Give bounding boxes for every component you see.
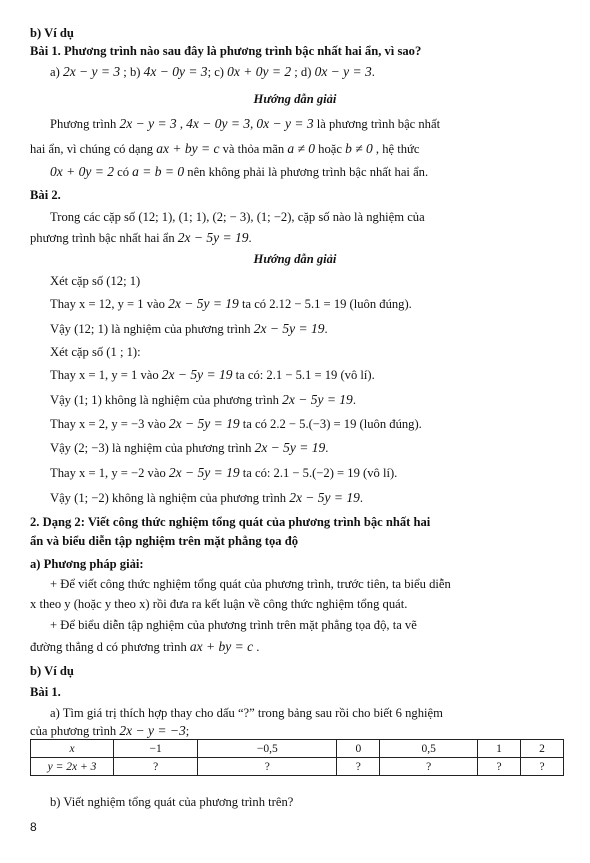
text: . <box>248 231 252 245</box>
table-cell: 2 <box>521 740 564 758</box>
text: ta có: 2.1 − 5.1 = 19 (vô lí). <box>232 368 375 382</box>
equation: 0x + 0y = 2 <box>50 164 114 179</box>
equation: 2x − 5y = 19 <box>289 490 360 505</box>
check-pair-2: Xét cặp số (1 ; 1): <box>50 345 141 359</box>
substitute-pair-4 <box>50 465 397 481</box>
table-cell: ? <box>521 758 564 776</box>
text: Phương trình <box>50 117 120 131</box>
method-line-3: + Để biểu diễn tập nghiệm của phương trình trên mặt phẳng tọa độ, ta vẽ <box>50 618 417 632</box>
exercise-2-label: Bài 2. <box>30 188 61 202</box>
equation: 2x − 5y = 19 <box>254 440 326 455</box>
punctuation: . <box>371 65 375 79</box>
text: hoặc <box>315 142 346 156</box>
solution-heading-2: Hướng dẫn giải <box>253 252 337 266</box>
text: ta có 2.12 − 5.1 = 19 (luôn đúng). <box>238 297 412 311</box>
equation: 2x − 5y = 19 <box>168 465 240 480</box>
exercise-1-options <box>50 64 375 80</box>
text: ta có 2.2 − 5.(−3) = 19 (luôn đúng). <box>239 417 422 431</box>
text: của phương trình <box>30 724 120 738</box>
table-row <box>31 740 564 758</box>
table-cell: 1 <box>478 740 521 758</box>
section-2-heading-line-1: 2. Dạng 2: Viết công thức nghiệm tổng quát của phương trình bậc nhất hai <box>30 515 431 529</box>
solution-1-line-2 <box>30 141 419 157</box>
text: ta có: 2.1 − 5.(−2) = 19 (vô lí). <box>239 466 398 480</box>
exercise-1-statement <box>30 44 421 59</box>
exercise-3-line-1: a) Tìm giá trị thích hợp thay cho dấu “?” trong bảng sau rồi cho biết 6 nghiệm <box>50 706 443 720</box>
conclusion-pair-1 <box>50 321 328 337</box>
conclusion-pair-3 <box>50 440 328 456</box>
table-cell: −1 <box>114 740 198 758</box>
table-row <box>31 758 564 776</box>
solution-1-line-1 <box>50 116 440 132</box>
text: , <box>176 117 187 131</box>
table-cell: 0 <box>337 740 380 758</box>
equation: ax + by = c <box>189 639 254 654</box>
table-cell: 0,5 <box>380 740 478 758</box>
option-c-equation: 0x + 0y = 2 <box>227 64 292 79</box>
values-table <box>30 739 564 776</box>
equation: 4x − 0y = 3 <box>186 116 251 131</box>
text: . <box>325 441 329 455</box>
equation: b ≠ 0 <box>345 141 373 156</box>
method-line-4 <box>30 639 259 655</box>
text: Vậy (1; −2) không là nghiệm của phương trình <box>50 491 290 505</box>
text: đường thẳng d có phương trình <box>30 640 190 654</box>
text: và thỏa mãn <box>219 142 288 156</box>
method-line-1: + Để viết công thức nghiệm tổng quát của phương trình, trước tiên, ta biểu diễn <box>50 577 451 591</box>
conclusion-pair-4 <box>50 490 363 506</box>
equation: ax + by = c <box>156 141 220 156</box>
option-b-label: ; b) <box>120 65 144 79</box>
equation: 2x − 5y = 19 <box>168 416 240 431</box>
text: , hệ thức <box>372 142 420 156</box>
option-b-equation: 4x − 0y = 3 <box>143 64 208 79</box>
check-pair-1: Xét cặp số (12; 1) <box>50 274 141 288</box>
equation: 2x − 5y = 19 <box>282 392 353 407</box>
equation: 2x − y = −3 <box>119 723 186 738</box>
conclusion-pair-2 <box>50 392 356 408</box>
exercise-2-line-2 <box>30 230 252 246</box>
substitute-pair-1 <box>50 296 412 312</box>
exercise-3-label: Bài 1. <box>30 685 61 699</box>
option-d-equation: 0x − y = 3 <box>314 64 372 79</box>
text: hai ẩn, vì chúng có dạng <box>30 142 157 156</box>
table-cell: ? <box>114 758 198 776</box>
text: . <box>352 393 356 407</box>
subheading-example-2: b) Ví dụ <box>30 664 74 678</box>
equation: a = b = 0 <box>132 164 185 179</box>
solution-heading-1: Hướng dẫn giải <box>253 92 337 106</box>
option-a-label: a) <box>50 65 63 79</box>
equation: 2x − 5y = 19 <box>253 321 325 336</box>
text: Vậy (1; 1) không là nghiệm của phương trình <box>50 393 283 407</box>
text: có <box>113 165 133 179</box>
text: phương trình bậc nhất hai ẩn <box>30 231 178 245</box>
text: . <box>253 640 260 654</box>
option-c-label: ; c) <box>207 65 228 79</box>
option-a-equation: 2x − y = 3 <box>62 64 121 79</box>
substitute-pair-2 <box>50 367 375 383</box>
option-d-label: ; d) <box>291 65 315 79</box>
exercise-3-part-b: b) Viết nghiệm tổng quát của phương trình trên? <box>50 795 294 809</box>
text: , <box>250 117 257 131</box>
text: ; <box>185 724 190 738</box>
text: là phương trình bậc nhất <box>313 117 441 131</box>
section-2-heading-line-2: ẩn và biểu diễn tập nghiệm trên mặt phẳng tọa độ <box>30 534 299 548</box>
equation: 2x − 5y = 19 <box>168 296 239 311</box>
text: Thay x = 1, y = −2 vào <box>50 466 169 480</box>
table-cell: ? <box>337 758 380 776</box>
page-number: 8 <box>30 820 37 834</box>
table-cell: ? <box>380 758 478 776</box>
text: Thay x = 2, y = −3 vào <box>50 417 169 431</box>
text: Thay x = 1, y = 1 vào <box>50 368 162 382</box>
text: nên không phải là phương trình bậc nhất hai ẩn. <box>184 165 429 179</box>
solution-1-line-3 <box>50 164 428 180</box>
text: . <box>359 491 364 505</box>
exercise-1-label: Bài 1. Phương trình nào sau đây là phương trình bậc nhất hai ẩn, vì sao? <box>30 44 422 58</box>
table-cell: ? <box>478 758 521 776</box>
exercise-2-line-1: Trong các cặp số (12; 1), (1; 1), (2; − 3), (1; −2), cặp số nào là nghiệm của <box>50 210 425 224</box>
text: Vậy (12; 1) là nghiệm của phương trình <box>50 322 254 336</box>
exercise-3-line-2 <box>30 723 189 739</box>
substitute-pair-3 <box>50 416 422 432</box>
equation: 0x − y = 3 <box>256 116 314 131</box>
table-cell: ? <box>198 758 337 776</box>
table-cell: y = 2x + 3 <box>31 758 114 776</box>
equation: 2x − y = 3 <box>119 116 177 131</box>
equation: 2x − 5y = 19 <box>177 230 249 245</box>
text: Vậy (2; −3) là nghiệm của phương trình <box>50 441 255 455</box>
equation: a ≠ 0 <box>287 141 315 156</box>
equation: 2x − 5y = 19 <box>161 367 233 382</box>
table-cell: x <box>31 740 114 758</box>
method-line-2: x theo y (hoặc y theo x) rồi đưa ra kết luận về công thức nghiệm tổng quát. <box>30 597 408 611</box>
text: Thay x = 12, y = 1 vào <box>50 297 169 311</box>
method-heading: a) Phương pháp giải: <box>30 557 144 571</box>
subheading-example: b) Ví dụ <box>30 26 74 40</box>
text: . <box>324 322 328 336</box>
table-cell: −0,5 <box>198 740 337 758</box>
